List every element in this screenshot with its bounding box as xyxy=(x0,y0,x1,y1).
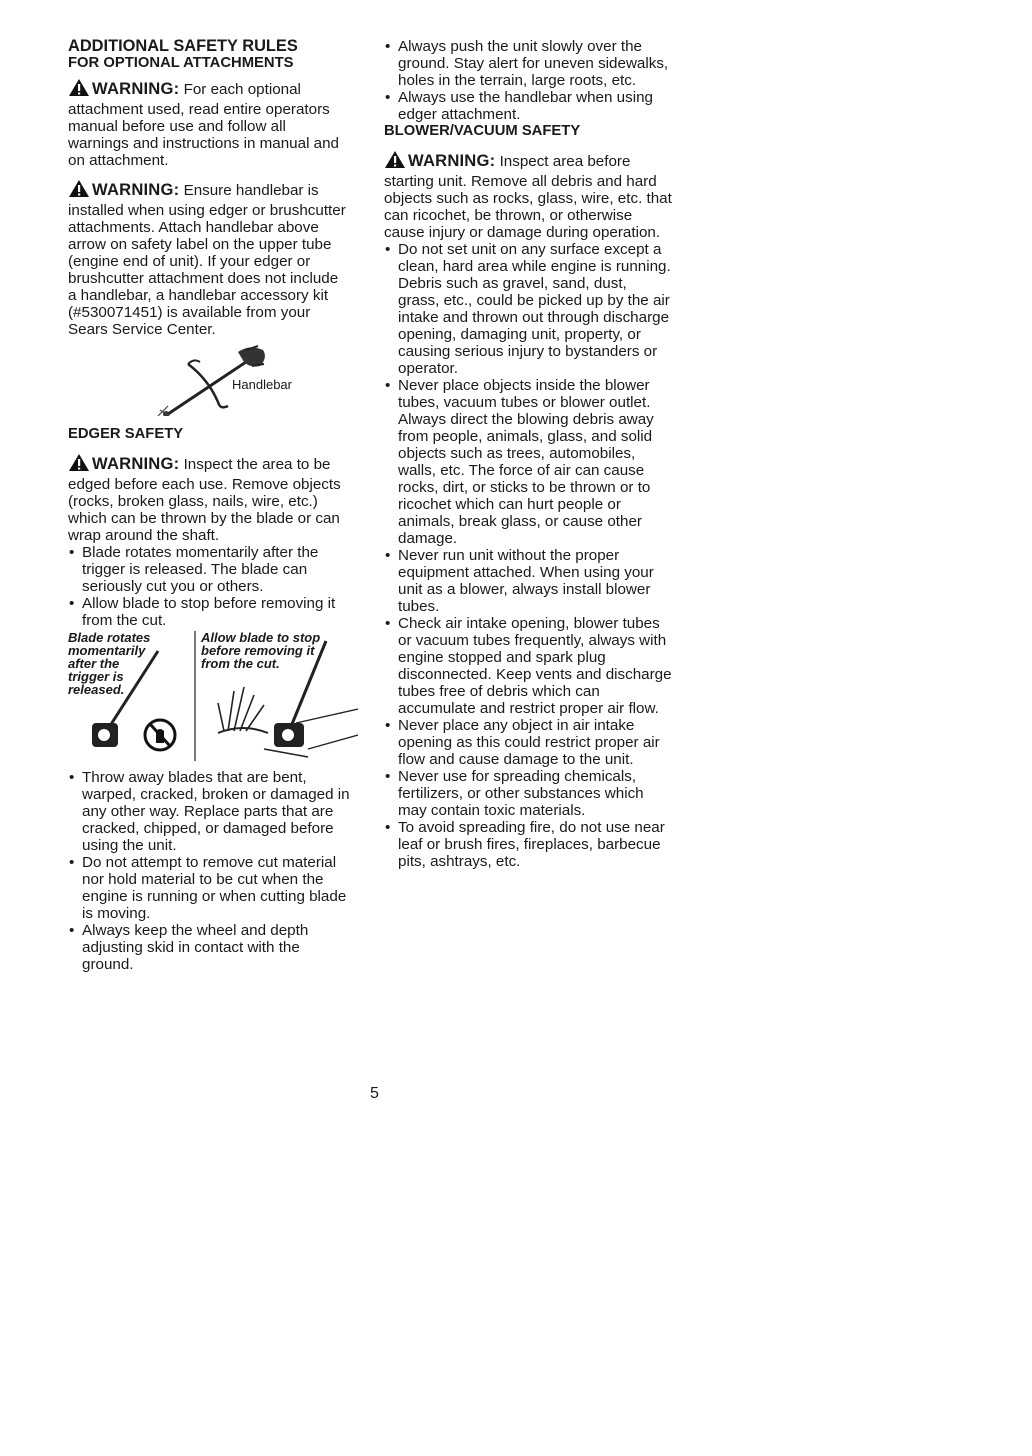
warning-text: For each optional attachment used, read entire operators manual before use and follow all warnings and instructions in manual and on attachment. xyxy=(68,81,340,169)
list-item: • Never place any object in air intake opening as this could restrict proper air flow and cause damage to the unit. xyxy=(384,717,672,768)
list-item: • Never place objects inside the blower tubes, vacuum tubes or blower outlet. Always direct the blowing debris away from people, animals, glass, and solid objects such as trees, automobiles, walls, etc. The force of air can cause rocks, dirt, or sticks to be thrown or to ricochet which can hurt people or animals, break glass, or cause other damage. xyxy=(384,377,672,547)
edger-bullets-a xyxy=(68,544,350,629)
warning-triangle-icon xyxy=(68,78,90,101)
list-item: • Allow blade to stop before removing it from the cut. xyxy=(68,595,350,629)
warning-label: WARNING: xyxy=(92,180,180,199)
warning-triangle-icon xyxy=(384,150,406,173)
page-number: 5 xyxy=(370,1085,379,1102)
list-item: • Blade rotates momentarily after the trigger is released. The blade can seriously cut you or others. xyxy=(68,544,350,595)
caption-line: before removing it xyxy=(201,643,315,658)
caption-line: Allow blade to stop xyxy=(201,630,321,645)
list-item: • Do not attempt to remove cut material nor hold material to be cut when the engine is running or when cutting blade is moving. xyxy=(68,854,350,922)
warning-optional-attachments xyxy=(68,78,350,169)
caption-line: Blade rotates xyxy=(68,630,151,645)
warning-text: Inspect the area to be edged before each use. Remove objects (rocks, broken glass, nails, wire, etc.) which can be thrown by the blade or can wrap around the shaft. xyxy=(68,456,341,544)
warning-triangle-icon xyxy=(68,453,90,476)
edger-bullets-b xyxy=(68,769,350,973)
blower-bullets xyxy=(384,241,672,870)
list-item: • Never use for spreading chemicals, fertilizers, or other substances which may contain toxic materials. xyxy=(384,768,672,819)
warning-handlebar xyxy=(68,179,350,338)
list-item: • Throw away blades that are bent, warped, cracked, broken or damaged in any other way. Replace parts that are cracked, chipped, or damaged before using the unit. xyxy=(68,769,350,854)
warning-text: Inspect area before starting unit. Remove all debris and hard objects such as rocks, glass, wire, etc. that can ricochet, be thrown, or otherwise cause injury or damage during operation. xyxy=(384,153,672,241)
edger-safety-title: EDGER SAFETY xyxy=(68,426,184,442)
caption-line: trigger is xyxy=(68,669,124,684)
caption-line: from the cut. xyxy=(201,656,280,671)
warning-triangle-icon xyxy=(68,179,90,202)
list-item: • Always push the unit slowly over the ground. Stay alert for uneven sidewalks, holes in the terrain, large roots, etc. xyxy=(384,38,672,89)
warning-label: WARNING: xyxy=(408,151,496,170)
list-item: • Check air intake opening, blower tubes or vacuum tubes frequently, always with engine stopped and spark plug disconnected. Keep vents and discharge tubes free of debris which can accumulate and restrict proper air flow. xyxy=(384,615,672,717)
warning-blower xyxy=(384,150,672,241)
list-item: • Never run unit without the proper equipment attached. When using your unit as a blower, always install blower tubes. xyxy=(384,547,672,615)
warning-edger xyxy=(68,453,350,544)
right-column xyxy=(384,38,672,870)
list-item: • Do not set unit on any surface except a clean, hard area while engine is running. Debris such as gravel, sand, dust, grass, etc., could be picked up by the air intake and thrown out through discharge opening, damaging unit, property, or causing serious injury to bystanders or operator. xyxy=(384,241,672,377)
edger-bullets-continued xyxy=(384,38,672,123)
warning-text: Ensure handlebar is installed when using edger or brushcutter attachments. Attach handlebar above arrow on safety label on the upper tube (engine end of unit). If your edger or brushcutter attachment does not include a handlebar, a handlebar accessory kit (#530071451) is available from your Sears Service Center. xyxy=(68,182,346,338)
left-column xyxy=(68,38,350,973)
warning-label: WARNING: xyxy=(92,79,180,98)
edger-figure xyxy=(68,631,350,769)
list-item: • Always use the handlebar when using edger attachment. xyxy=(384,89,672,123)
blower-vacuum-safety-title: BLOWER/VACUUM SAFETY xyxy=(384,123,581,139)
caption-line: after the xyxy=(68,656,120,671)
section-subtitle: FOR OPTIONAL ATTACHMENTS xyxy=(68,55,294,71)
handlebar-label: Handlebar xyxy=(232,377,292,392)
warning-label: WARNING: xyxy=(92,454,180,473)
caption-line: released. xyxy=(68,682,125,697)
list-item: • To avoid spreading fire, do not use near leaf or brush fires, fireplaces, barbecue pits, ashtrays, etc. xyxy=(384,819,672,870)
edger-illustration xyxy=(68,631,358,769)
section-title: ADDITIONAL SAFETY RULES xyxy=(68,37,298,55)
handlebar-figure xyxy=(68,344,350,416)
caption-line: momentarily xyxy=(68,643,146,658)
list-item: • Always keep the wheel and depth adjusting skid in contact with the ground. xyxy=(68,922,350,973)
